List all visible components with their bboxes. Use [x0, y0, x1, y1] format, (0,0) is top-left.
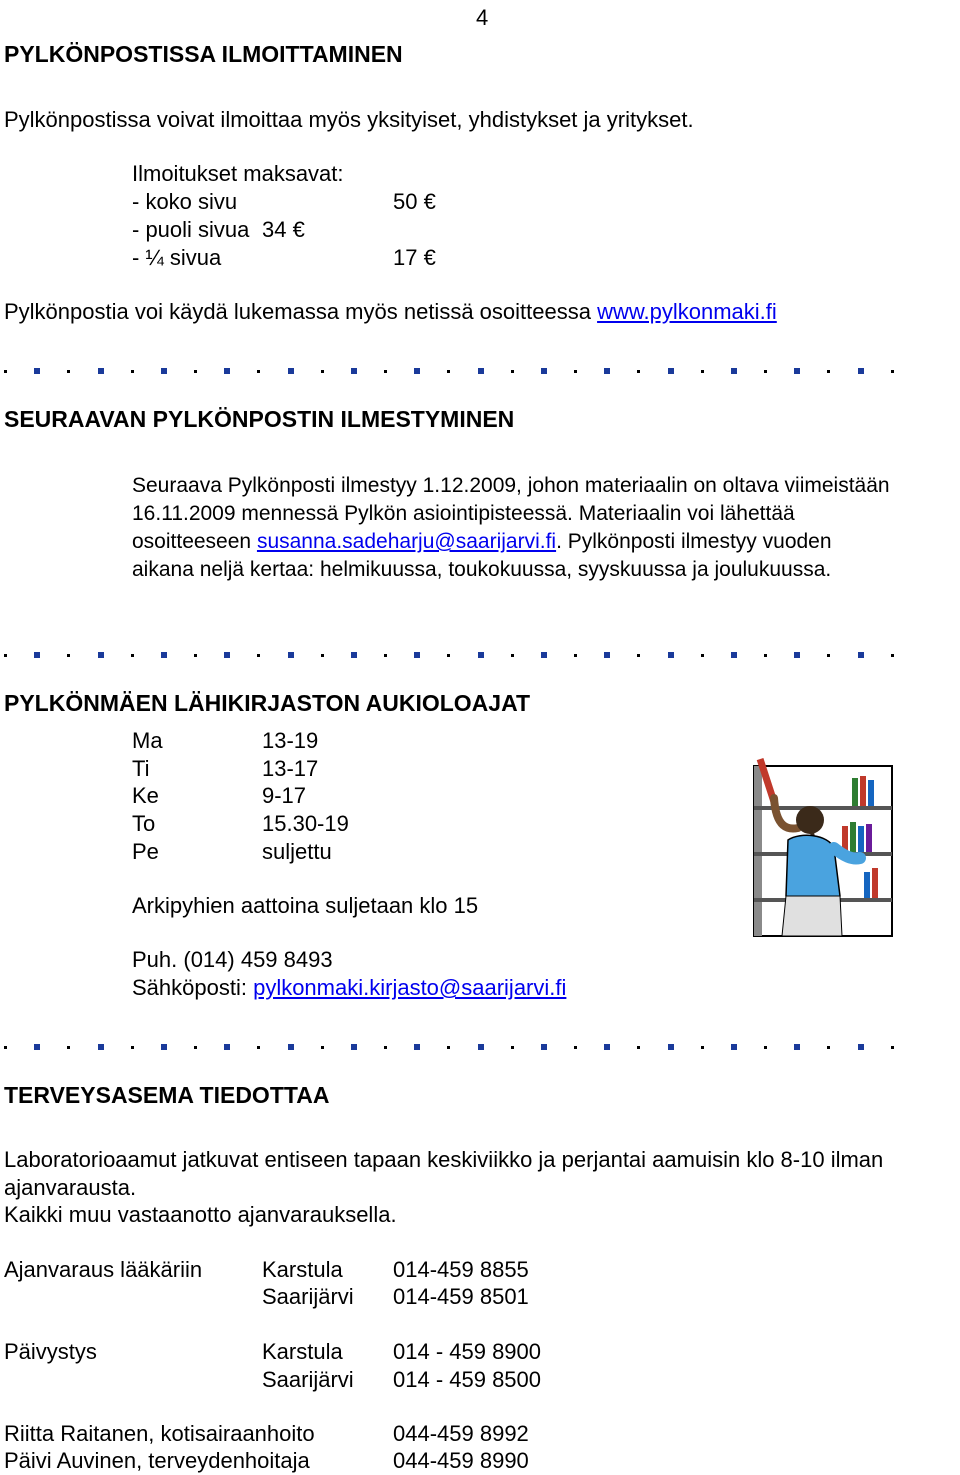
separator-dot: [511, 654, 514, 657]
dotted-separator: [4, 650, 894, 660]
separator-dot: [604, 368, 610, 374]
separator-dot: [351, 368, 357, 374]
separator-dot: [224, 368, 230, 374]
separator-dot: [668, 652, 674, 658]
next-issue-paragraph: [132, 472, 892, 584]
librarian-illustration: [752, 748, 894, 938]
separator-dot: [637, 1046, 640, 1049]
appointment-place: Saarijärvi: [262, 1367, 354, 1392]
separator-dot: [731, 1044, 737, 1050]
appointment-phone: 014 - 459 8500: [393, 1367, 542, 1392]
price-label: - koko sivu: [132, 189, 238, 214]
appointment-phone: 014-459 8855: [393, 1257, 529, 1282]
separator-dot: [98, 652, 104, 658]
lab-mornings-text-cont: ajanvarausta.: [4, 1175, 137, 1200]
web-reading-text: [4, 298, 777, 326]
contact-name: Riitta Raitanen, kotisairaanhoito: [4, 1421, 315, 1446]
separator-dot: [574, 370, 577, 373]
day-hours: 15.30-19: [262, 811, 349, 836]
separator-dot: [604, 1044, 610, 1050]
separator-dot: [288, 1044, 294, 1050]
separator-dot: [891, 370, 894, 373]
separator-dot: [131, 654, 134, 657]
day-hours: 13-17: [262, 756, 319, 781]
separator-dot: [194, 654, 197, 657]
separator-dot: [34, 368, 40, 374]
day-label: Ti: [132, 756, 150, 781]
separator-dot: [478, 652, 484, 658]
separator-dot: [98, 368, 104, 374]
separator-dot: [891, 654, 894, 657]
next-issue-text: Seuraava Pylkönposti ilmestyy 1.12.2009, johon materiaalin on oltava viimeistään 16.11.2009 mennessä Pylkön asiointipisteessä. Materiaalin voi lähettää osoitteeseen: [132, 474, 890, 553]
appointment-phone: 014-459 8501: [393, 1284, 529, 1309]
separator-dot: [574, 1046, 577, 1049]
library-email-link[interactable]: pylkonmaki.kirjasto@saarijarvi.fi: [253, 975, 567, 1000]
separator-dot: [764, 654, 767, 657]
separator-dot: [257, 654, 260, 657]
separator-dot: [764, 370, 767, 373]
separator-dot: [447, 1046, 450, 1049]
separator-dot: [384, 654, 387, 657]
appointment-place: Karstula: [262, 1257, 343, 1282]
separator-dot: [131, 370, 134, 373]
separator-dot: [351, 1044, 357, 1050]
separator-dot: [891, 1046, 894, 1049]
separator-dot: [794, 652, 800, 658]
day-hours: 9-17: [262, 783, 307, 808]
separator-dot: [701, 1046, 704, 1049]
appointment-place: Karstula: [262, 1339, 343, 1364]
separator-dot: [511, 1046, 514, 1049]
section-title-advertising: PYLKÖNPOSTISSA ILMOITTAMINEN: [4, 41, 403, 67]
separator-dot: [98, 1044, 104, 1050]
separator-dot: [731, 652, 737, 658]
separator-dot: [827, 654, 830, 657]
separator-dot: [4, 370, 7, 373]
holiday-eve-note: Arkipyhien aattoina suljetaan klo 15: [132, 893, 479, 918]
separator-dot: [161, 1044, 167, 1050]
separator-dot: [731, 368, 737, 374]
price-value: 50 €: [393, 189, 436, 214]
separator-dot: [224, 652, 230, 658]
separator-dot: [541, 652, 547, 658]
separator-dot: [541, 1044, 547, 1050]
separator-dot: [637, 654, 640, 657]
day-label: To: [132, 811, 156, 836]
separator-dot: [574, 654, 577, 657]
separator-dot: [384, 1046, 387, 1049]
separator-dot: [351, 652, 357, 658]
separator-dot: [288, 368, 294, 374]
separator-dot: [794, 1044, 800, 1050]
dotted-separator: [4, 1042, 894, 1052]
web-reading-sentence: Pylkönpostia voi käydä lukemassa myös netissä osoitteessa: [4, 299, 598, 324]
page-number: 4: [476, 5, 489, 30]
separator-dot: [827, 370, 830, 373]
appointment-place: Saarijärvi: [262, 1284, 354, 1309]
separator-dot: [858, 368, 864, 374]
day-label: Ke: [132, 783, 159, 808]
separator-dot: [637, 370, 640, 373]
next-issue-text-cont: . Pylkönposti ilmestyy vuoden aikana neljä kertaa: helmikuussa, toukokuussa, syyskuussa ja joulukuussa.: [132, 530, 832, 581]
separator-dot: [701, 370, 704, 373]
separator-dot: [511, 370, 514, 373]
separator-dot: [414, 368, 420, 374]
day-hours: 13-19: [262, 728, 319, 753]
advertising-intro: Pylkönpostissa voivat ilmoittaa myös yksityiset, yhdistykset ja yritykset.: [4, 107, 694, 132]
separator-dot: [67, 370, 70, 373]
separator-dot: [288, 652, 294, 658]
separator-dot: [194, 370, 197, 373]
separator-dot: [161, 368, 167, 374]
separator-dot: [321, 1046, 324, 1049]
separator-dot: [257, 370, 260, 373]
separator-dot: [194, 1046, 197, 1049]
appointment-note: Kaikki muu vastaanotto ajanvarauksella.: [4, 1202, 397, 1227]
separator-dot: [161, 652, 167, 658]
separator-dot: [4, 1046, 7, 1049]
separator-dot: [447, 654, 450, 657]
separator-dot: [478, 1044, 484, 1050]
contact-name: Päivi Auvinen, terveydenhoitaja: [4, 1448, 310, 1473]
separator-dot: [827, 1046, 830, 1049]
section-title-library-hours: PYLKÖNMÄEN LÄHIKIRJASTON AUKIOLOAJAT: [4, 690, 531, 716]
email-label: Sähköposti:: [132, 975, 254, 1000]
day-hours: suljettu: [262, 839, 332, 864]
separator-dot: [67, 1046, 70, 1049]
separator-dot: [701, 654, 704, 657]
separator-dot: [321, 654, 324, 657]
price-value: 34 €: [262, 217, 305, 242]
separator-dot: [257, 1046, 260, 1049]
contact-phone: 044-459 8992: [393, 1421, 529, 1446]
day-label: Ma: [132, 728, 163, 753]
separator-dot: [34, 652, 40, 658]
separator-dot: [67, 654, 70, 657]
day-label: Pe: [132, 839, 159, 864]
separator-dot: [414, 652, 420, 658]
separator-dot: [668, 368, 674, 374]
separator-dot: [858, 1044, 864, 1050]
library-phone: Puh. (014) 459 8493: [132, 947, 333, 972]
separator-dot: [131, 1046, 134, 1049]
submission-email-link[interactable]: susanna.sadeharju@saarijarvi.fi: [256, 530, 557, 553]
separator-dot: [447, 370, 450, 373]
lab-mornings-text: Laboratorioaamut jatkuvat entiseen tapaan keskiviikko ja perjantai aamuisin klo 8-10 ilman: [4, 1147, 884, 1172]
separator-dot: [414, 1044, 420, 1050]
separator-dot: [4, 654, 7, 657]
separator-dot: [224, 1044, 230, 1050]
separator-dot: [384, 370, 387, 373]
library-email-row: [132, 974, 566, 1002]
separator-dot: [34, 1044, 40, 1050]
price-label: - ¼ sivua: [132, 245, 222, 270]
separator-dot: [858, 652, 864, 658]
prices-title: Ilmoitukset maksavat:: [132, 161, 344, 186]
contact-phone: 044-459 8990: [393, 1448, 529, 1473]
separator-dot: [478, 368, 484, 374]
dotted-separator: [4, 366, 894, 376]
separator-dot: [321, 370, 324, 373]
separator-dot: [764, 1046, 767, 1049]
appointment-phone: 014 - 459 8900: [393, 1339, 542, 1364]
appointment-label: Päivystys: [4, 1339, 97, 1364]
section-title-next-issue: SEURAAVAN PYLKÖNPOSTIN ILMESTYMINEN: [4, 406, 515, 432]
price-value: 17 €: [393, 245, 436, 270]
website-link[interactable]: www.pylkonmaki.fi: [597, 299, 777, 324]
price-label: - puoli sivua: [132, 217, 250, 242]
separator-dot: [541, 368, 547, 374]
appointment-label: Ajanvaraus lääkäriin: [4, 1257, 203, 1282]
section-title-health-center: TERVEYSASEMA TIEDOTTAA: [4, 1082, 330, 1108]
separator-dot: [668, 1044, 674, 1050]
separator-dot: [794, 368, 800, 374]
separator-dot: [604, 652, 610, 658]
